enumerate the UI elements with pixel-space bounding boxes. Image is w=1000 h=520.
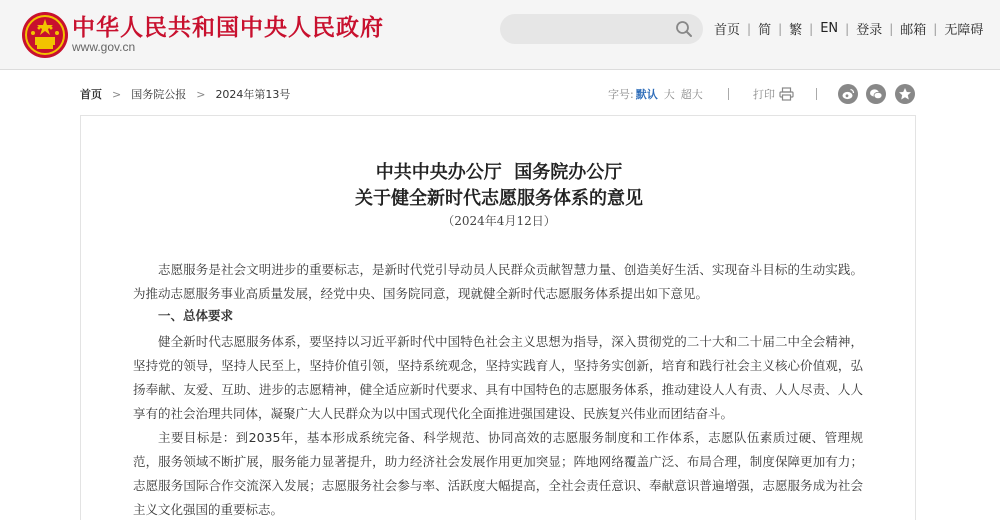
- national-emblem-logo[interactable]: [20, 10, 70, 60]
- article-title-line1: 中共中央办公厅 国务院办公厅: [375, 162, 623, 183]
- chevron-right-icon: >: [112, 87, 122, 101]
- nav-login[interactable]: 登录: [856, 23, 883, 38]
- article-body: [80, 115, 916, 520]
- font-size-selector: [608, 86, 703, 102]
- breadcrumb-home[interactable]: 首页: [80, 88, 102, 101]
- share-wechat-button[interactable]: [866, 84, 886, 104]
- nav-english[interactable]: EN: [820, 21, 839, 36]
- nav-home[interactable]: 首页: [714, 23, 741, 38]
- toolbar-divider: [728, 88, 729, 100]
- breadcrumb-issue[interactable]: 2024年第13号: [215, 88, 291, 101]
- wechat-icon: [869, 87, 883, 101]
- star-icon: [898, 87, 912, 101]
- weibo-icon: [841, 87, 855, 101]
- search-input[interactable]: [512, 19, 662, 39]
- nav-divider: |: [747, 21, 752, 36]
- print-icon: [779, 87, 794, 101]
- toolbar-divider: [816, 88, 817, 100]
- section-heading: 一、总体要求: [158, 308, 234, 323]
- print-button[interactable]: [753, 86, 794, 102]
- chevron-right-icon: >: [196, 87, 206, 101]
- breadcrumb-gazette[interactable]: 国务院公报: [131, 88, 187, 101]
- article-paragraph: 志愿服务是社会文明进步的重要标志，是新时代党引导动员人民群众贡献智慧力量、创造美好生活、实现奋斗目标的生动实践。为推动志愿服务事业高质量发展，经党中央、国务院同意，现就健全新时代志愿服务体系提出如下意见。: [133, 262, 863, 301]
- site-header: [0, 0, 1000, 70]
- nav-divider: |: [845, 21, 850, 36]
- article-date: （2024年4月12日）: [442, 214, 556, 228]
- site-url: www.gov.cn: [72, 40, 136, 54]
- article-title-line2: 关于健全新时代志愿服务体系的意见: [355, 188, 643, 209]
- nav-divider: |: [778, 21, 783, 36]
- search-box: [500, 14, 703, 44]
- print-label: 打印: [753, 88, 775, 101]
- nav-mailbox[interactable]: 邮箱: [900, 23, 927, 38]
- font-size-large[interactable]: 大: [663, 88, 675, 101]
- font-size-default[interactable]: 默认: [635, 88, 658, 101]
- font-size-xlarge[interactable]: 超大: [680, 88, 703, 101]
- favorite-button[interactable]: [895, 84, 915, 104]
- top-nav: [714, 19, 983, 38]
- article-paragraph: 健全新时代志愿服务体系，要坚持以习近平新时代中国特色社会主义思想为指导，深入贯彻党的二十大和二十届二中全会精神，坚持党的领导，坚持人民至上，坚持价值引领，坚持系统观念，坚持实践育人，坚持务实创新，培育和践行社会主义核心价值观，弘扬奉献、友爱、互助、进步的志愿精神，健全适应新时代要求、具有中国特色的志愿服务体系，推动建设人人有责、人人尽责、人人享有的社会治理共同体，凝聚广大人民群众为以中国式现代化全面推进强国建设、民族复兴伟业而团结奋斗。: [133, 334, 863, 421]
- font-size-label: 字号:: [608, 88, 634, 101]
- share-weibo-button[interactable]: [838, 84, 858, 104]
- nav-simplified[interactable]: 简: [758, 23, 772, 38]
- site-name[interactable]: 中华人民共和国中央人民政府: [72, 15, 384, 41]
- article-toolbar: [80, 84, 918, 104]
- nav-divider: |: [933, 21, 938, 36]
- article-paragraph: 主要目标是：到2035年，基本形成系统完备、科学规范、协同高效的志愿服务制度和工作体系，志愿队伍素质过硬、管理规范，服务领域不断扩展，服务能力显著提升，助力经济社会发展作用更加突显；阵地网络覆盖广泛、布局合理，制度保障更加有力；志愿服务国际合作交流深入发展；志愿服务社会参与率、活跃度大幅提高，全社会责任意识、奉献意识普遍增强，志愿服务成为社会主义文化强国的重要标志。: [133, 430, 863, 517]
- nav-accessibility[interactable]: 无障碍: [944, 23, 984, 38]
- breadcrumb: [80, 86, 290, 102]
- nav-divider: |: [889, 21, 894, 36]
- search-icon[interactable]: [675, 20, 693, 38]
- nav-traditional[interactable]: 繁: [789, 23, 803, 38]
- nav-divider: |: [809, 21, 814, 36]
